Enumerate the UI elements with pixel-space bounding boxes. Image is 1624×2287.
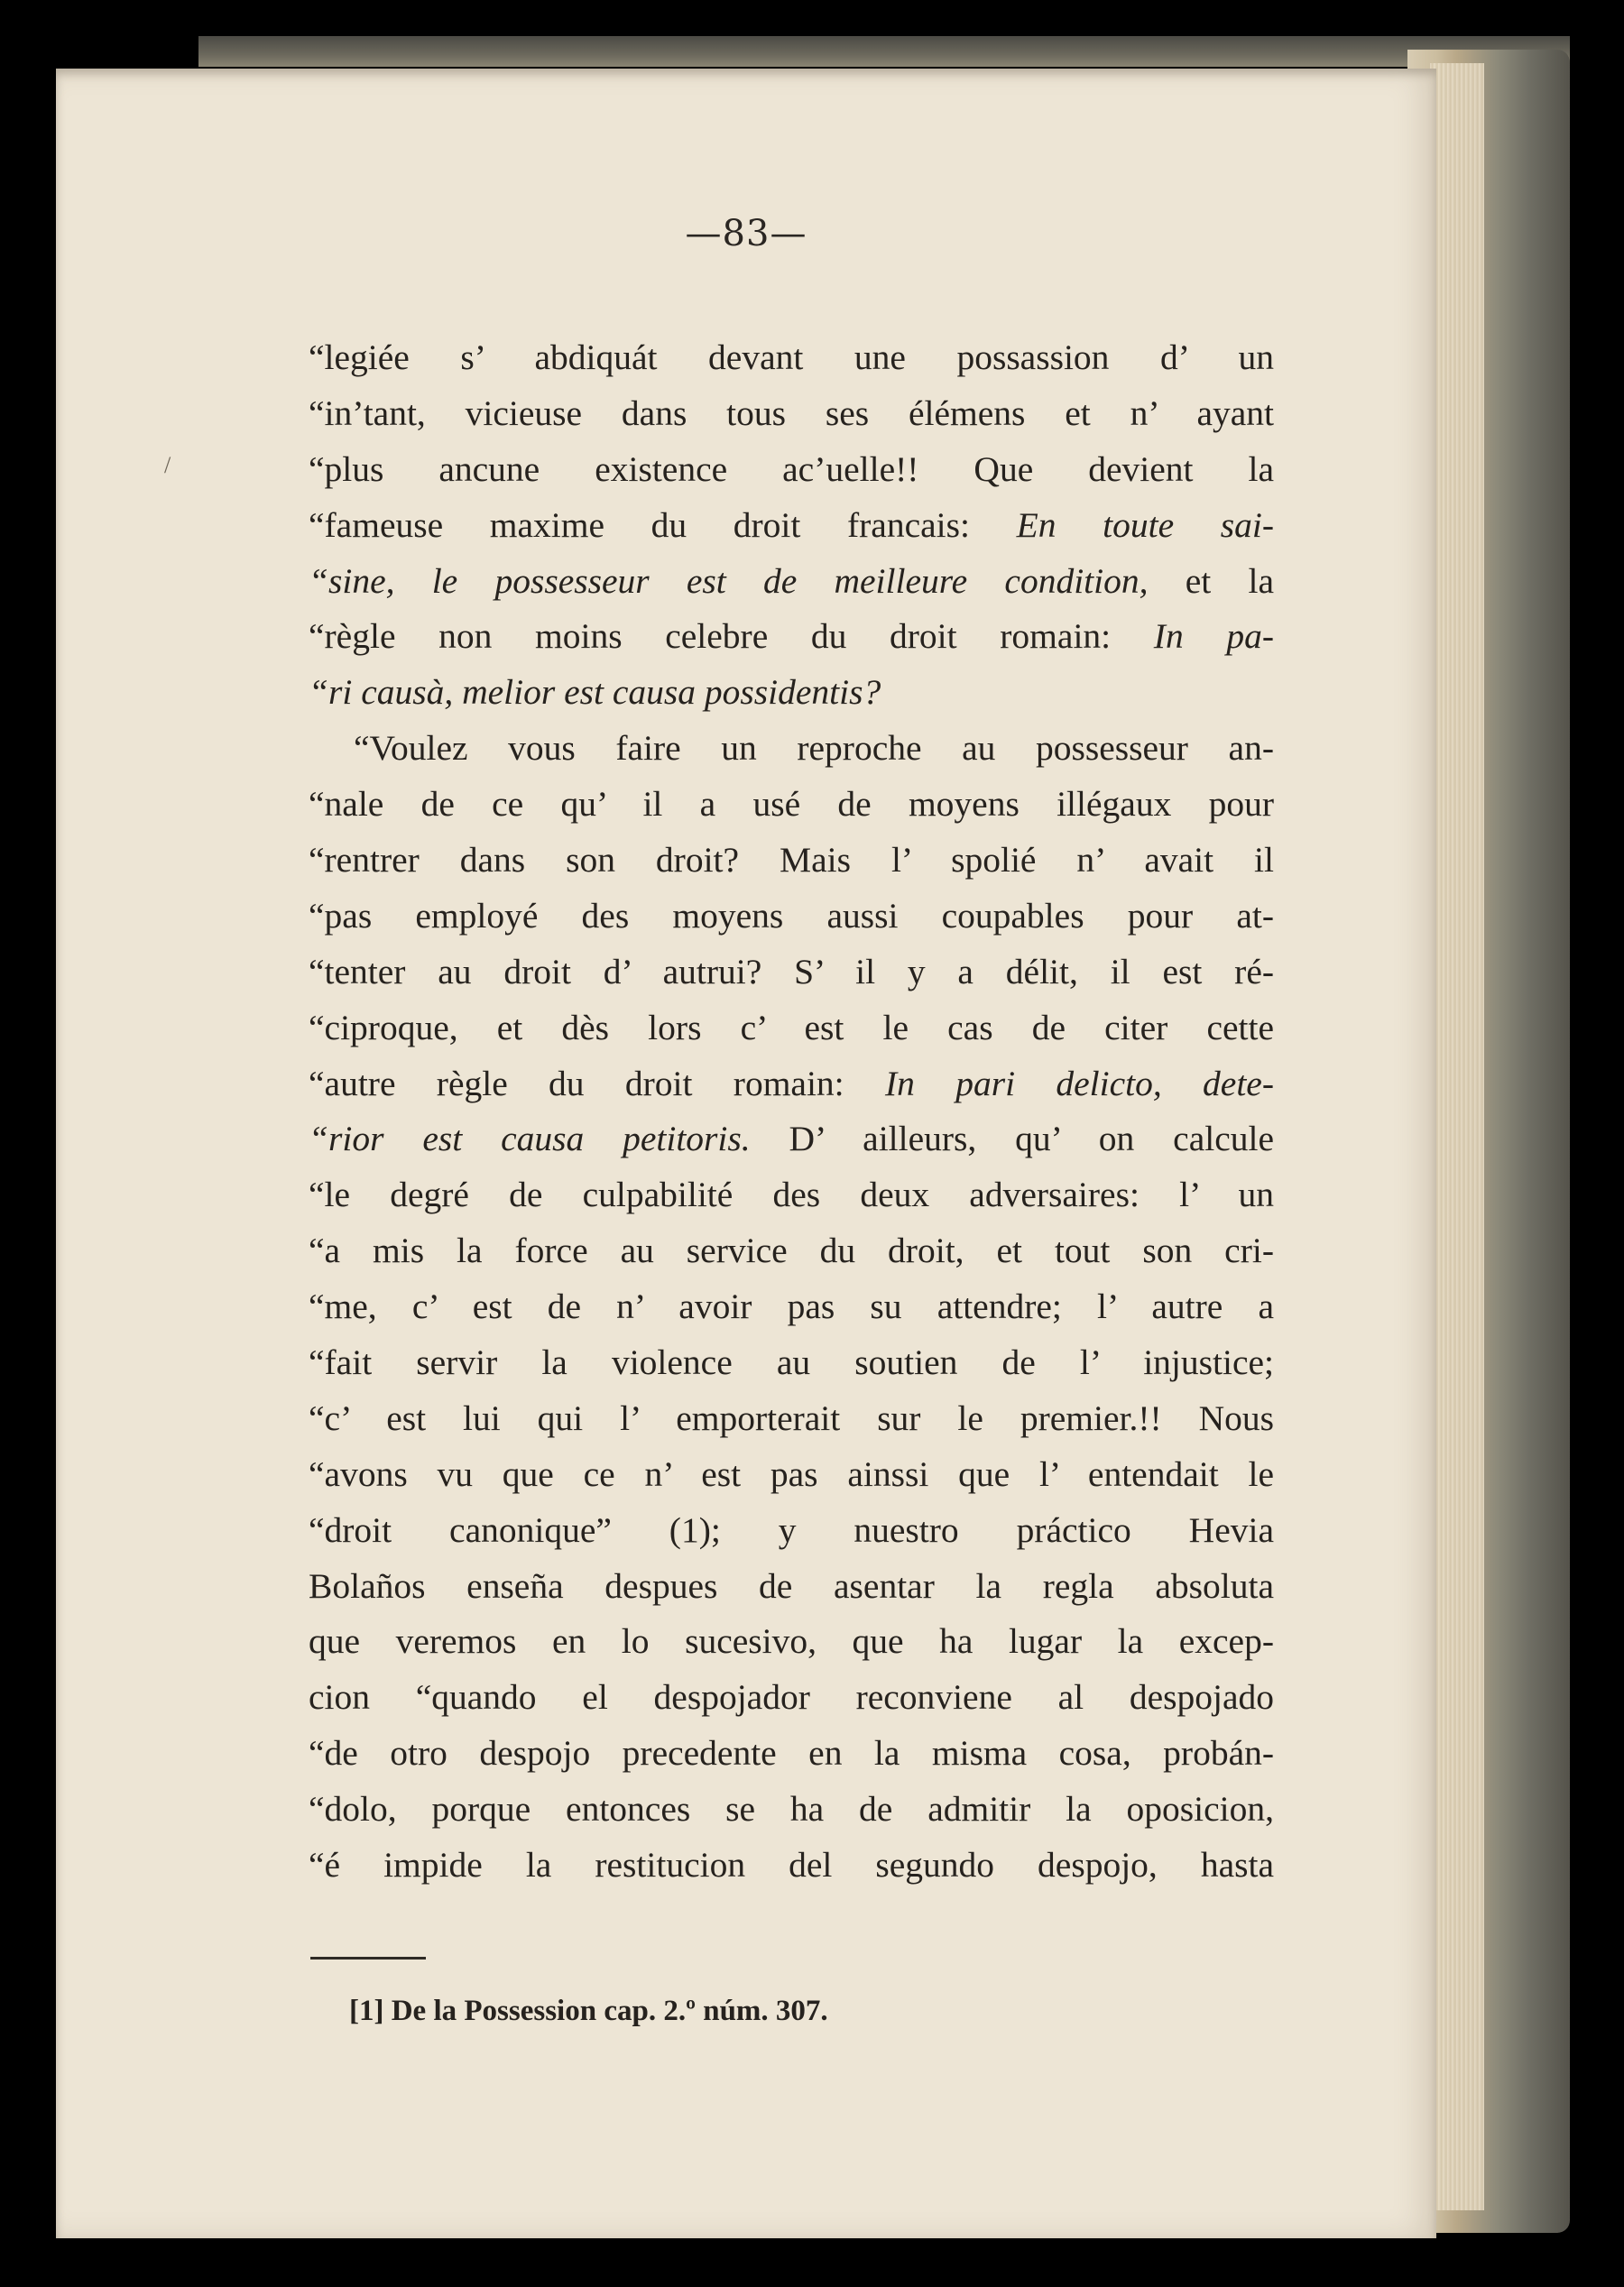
- stray-mark: /: [164, 452, 171, 478]
- text-line: “fait servir la violence au soutien de l’ injustice;: [309, 1342, 1274, 1383]
- text-line: “pas employé des moyens aussi coupables pour at-: [309, 895, 1274, 936]
- text-line: cion “quando el despojador reconviene al despojado: [309, 1677, 1274, 1718]
- text-line: “rior est causa petitoris. D’ ailleurs, qu’ on calcule: [309, 1119, 1274, 1159]
- text-line: “Voulez vous faire un reproche au possesseur an-: [354, 728, 1274, 769]
- text-line: “é impide la restitucion del segundo despojo, hasta: [309, 1845, 1274, 1886]
- text-line: “in’tant, vicieuse dans tous ses élémens et n’ ayant: [309, 392, 1274, 433]
- text-line: “fameuse maxime du droit francais: En toute sai-: [309, 504, 1275, 545]
- text-line: Bolaños enseña despues de asentar la regla absoluta: [309, 1565, 1274, 1606]
- footnote: [1] De la Possession cap. 2.º núm. 307.: [349, 1995, 828, 2027]
- text-line: “tenter au droit d’ autrui? S’ il y a délit, il est ré-: [309, 951, 1274, 991]
- text-line: “ciproque, et dès lors c’ est le cas de citer cette: [309, 1007, 1274, 1047]
- text-line: “legiée s’ abdiquát devant une possassion d’ un: [309, 337, 1274, 377]
- text-line: “plus ancune existence ac’uelle!! Que devient la: [309, 448, 1274, 489]
- text-line: “c’ est lui qui l’ emporterait sur le premier.!! Nous: [309, 1397, 1274, 1438]
- text-line: “avons vu que ce n’ est pas ainssi que l’ entendait le: [309, 1453, 1274, 1494]
- footnote-rule: [310, 1957, 426, 1960]
- text-line: “me, c’ est de n’ avoir pas su attendre; l’ autre a: [309, 1286, 1274, 1327]
- text-line: “sine, le possesseur est de meilleure condition, et la: [309, 560, 1275, 601]
- text-line: “nale de ce qu’ il a usé de moyens illégaux pour: [309, 784, 1274, 825]
- body-text: [309, 330, 1274, 1894]
- text-line: “a mis la force au service du droit, et tout son cri-: [309, 1231, 1274, 1271]
- text-line: “dolo, porque entonces se ha de admitir la oposicion,: [309, 1789, 1274, 1830]
- page-number: —83—: [685, 213, 807, 254]
- text-line: que veremos en lo sucesivo, que ha lugar la excep-: [309, 1621, 1274, 1662]
- text-line: “ri causà, melior est causa possidentis?: [309, 672, 881, 713]
- text-line: “autre règle du droit romain: In pari delicto, dete-: [309, 1063, 1274, 1103]
- text-line: “de otro despojo precedente en la misma cosa, probán-: [309, 1733, 1274, 1774]
- text-line: “règle non moins celebre du droit romain: In pa-: [309, 616, 1275, 657]
- text-line: “le degré de culpabilité des deux adversaires: l’ un: [309, 1175, 1274, 1215]
- text-line: “droit canonique” (1); y nuestro práctico Hevia: [309, 1509, 1274, 1550]
- book-cover-top-edge: [198, 36, 1570, 67]
- book-page: [56, 69, 1436, 2238]
- page-stack-edges: [1430, 63, 1484, 2210]
- text-line: “rentrer dans son droit? Mais l’ spolié n’ avait il: [309, 840, 1274, 881]
